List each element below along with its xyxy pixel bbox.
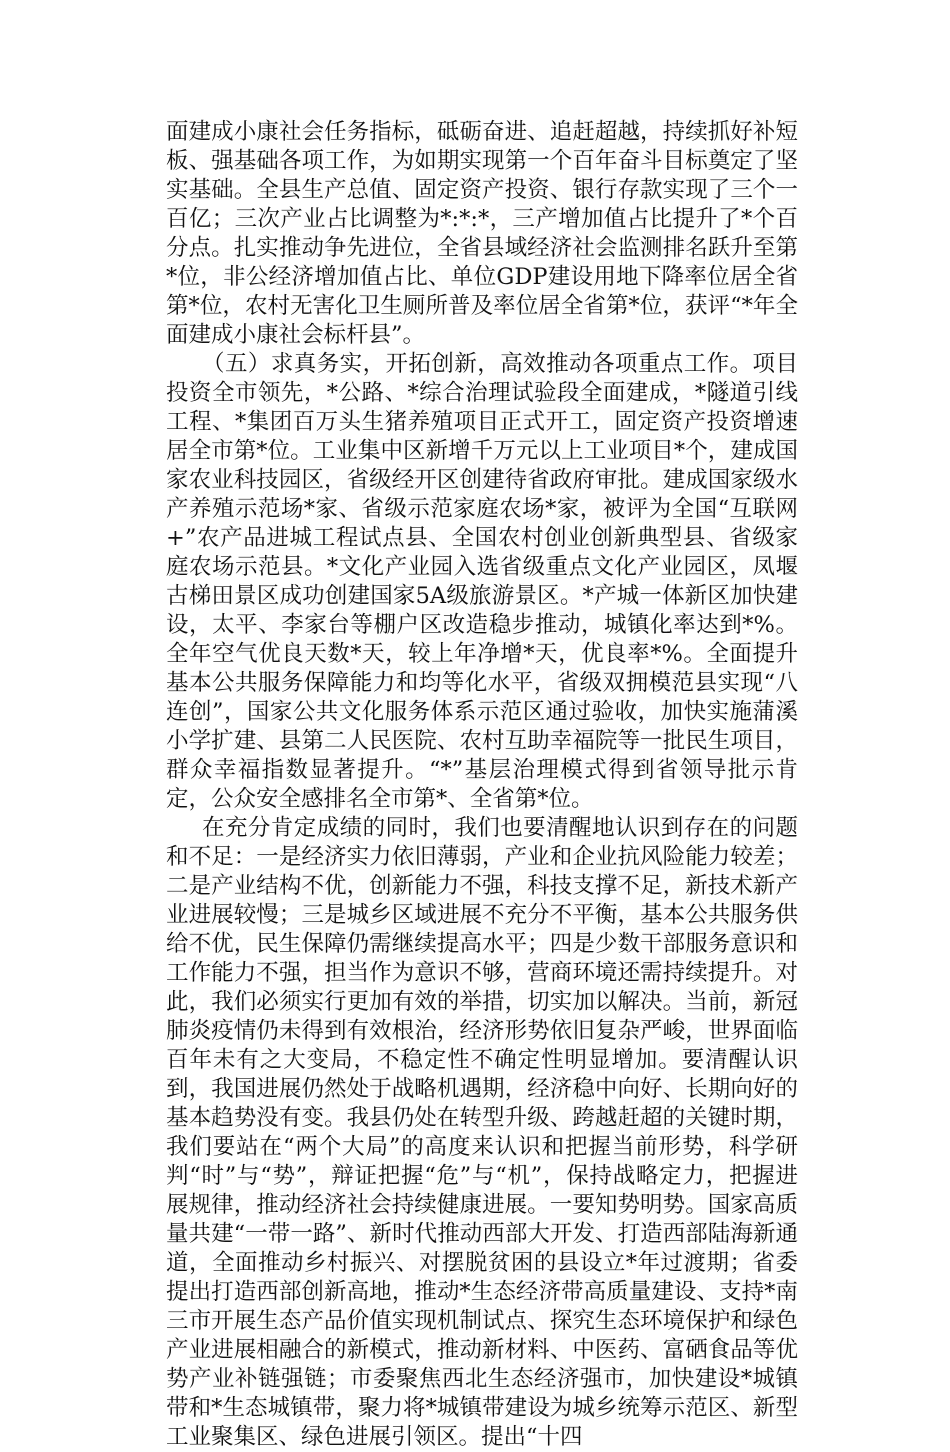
paragraph-3: 在充分肯定成绩的同时，我们也要清醒地认识到存在的问题和不足：一是经济实力依旧薄弱，产业和企业抗风险能力较差；二是产业结构不优，创新能力不强，科技支撑不足，新技术新产业进展较慢；三是城乡区域进展不充分不平衡，基本公共服务供给不优，民生保障仍需继续提高水平；四是少数干部服务意识和工作能力不强，担当作为意识不够，营商环境还需持续提升。对此，我们必须实行更加有效的举措，切实加以解决。当前，新冠肺炎疫情仍未得到有效根治，经济形势依旧复杂严峻，世界面临百年未有之大变局，不稳定性不确定性明显增加。要清醒认识到，我国进展仍然处于战略机遇期，经济稳中向好、长期向好的基本趋势没有变。我县仍处在转型升级、跨越赶超的关键时期，我们要站在“两个大局”的高度来认识和把握当前形势，科学研判“时”与“势”，辩证把握“危”与“机”，保持战略定力，把握进展规律，推动经济社会持续健康进展。一要知势明势。国家高质量共建“一带一路”、新时代推动西部大开发、打造西部陆海新通道，全面推动乡村振兴、对摆脱贫困的县设立*年过渡期；省委提出打造西部创新高地，推动*生态经济带高质量建设、支持*南三市开展生态产品价值实现机制试点、探究生态环境保护和绿色产业进展相融合的新模式，推动新材料、中医药、富硒食品等优势产业补链强链；市委聚焦西北生态经济强市，加快建设*城镇带和*生态城镇带，聚力将*城镇带建设为城乡统筹示范区、新型工业聚集区、绿色进展引领区。提出“十四 <box>166 815 798 1450</box>
document-page <box>166 118 798 1452</box>
paragraph-2: （五）求真务实，开拓创新，高效推动各项重点工作。项目投资全市领先，*公路、*综合治理试验段全面建成，*隧道引线工程、*集团百万头生猪养殖项目正式开工，固定资产投资增速居全市第*位。工业集中区新增千万元以上工业项目*个，建成国家农业科技园区，省级经开区创建待省政府审批。建成国家级水产养殖示范场*家、省级示范家庭农场*家，被评为全国“互联网+”农产品进城工程试点县、全国农村创业创新典型县、省级家庭农场示范县。*文化产业园入选省级重点文化产业园区，凤堰古梯田景区成功创建国家5A级旅游景区。*产城一体新区加快建设，太平、李家台等棚户区改造稳步推动，城镇化率达到*%。全年空气优良天数*天，较上年净增*天，优良率*%。全面提升基本公共服务保障能力和均等化水平，省级双拥模范县实现“八连创”，国家公共文化服务体系示范区通过验收，加快实施蒲溪小学扩建、县第二人民医院、农村互助幸福院等一批民生项目，群众幸福指数显著提升。“*”基层治理模式得到省领导批示肯定，公众安全感排名全市第*、全省第*位。 <box>166 351 798 812</box>
paragraph-1: 面建成小康社会任务指标，砥砺奋进、追赶超越，持续抓好补短板、强基础各项工作，为如期实现第一个百年奋斗目标奠定了坚实基础。全县生产总值、固定资产投资、银行存款实现了三个一百亿；三次产业占比调整为*:*:*，三产增加值占比提升了*个百分点。扎实推动争先进位，全省县域经济社会监测排名跃升至第*位，非公经济增加值占比、单位GDP建设用地下降率位居全省第*位，农村无害化卫生厕所普及率位居全省第*位，获评“*年全面建成小康社会标杆县”。 <box>166 119 798 348</box>
